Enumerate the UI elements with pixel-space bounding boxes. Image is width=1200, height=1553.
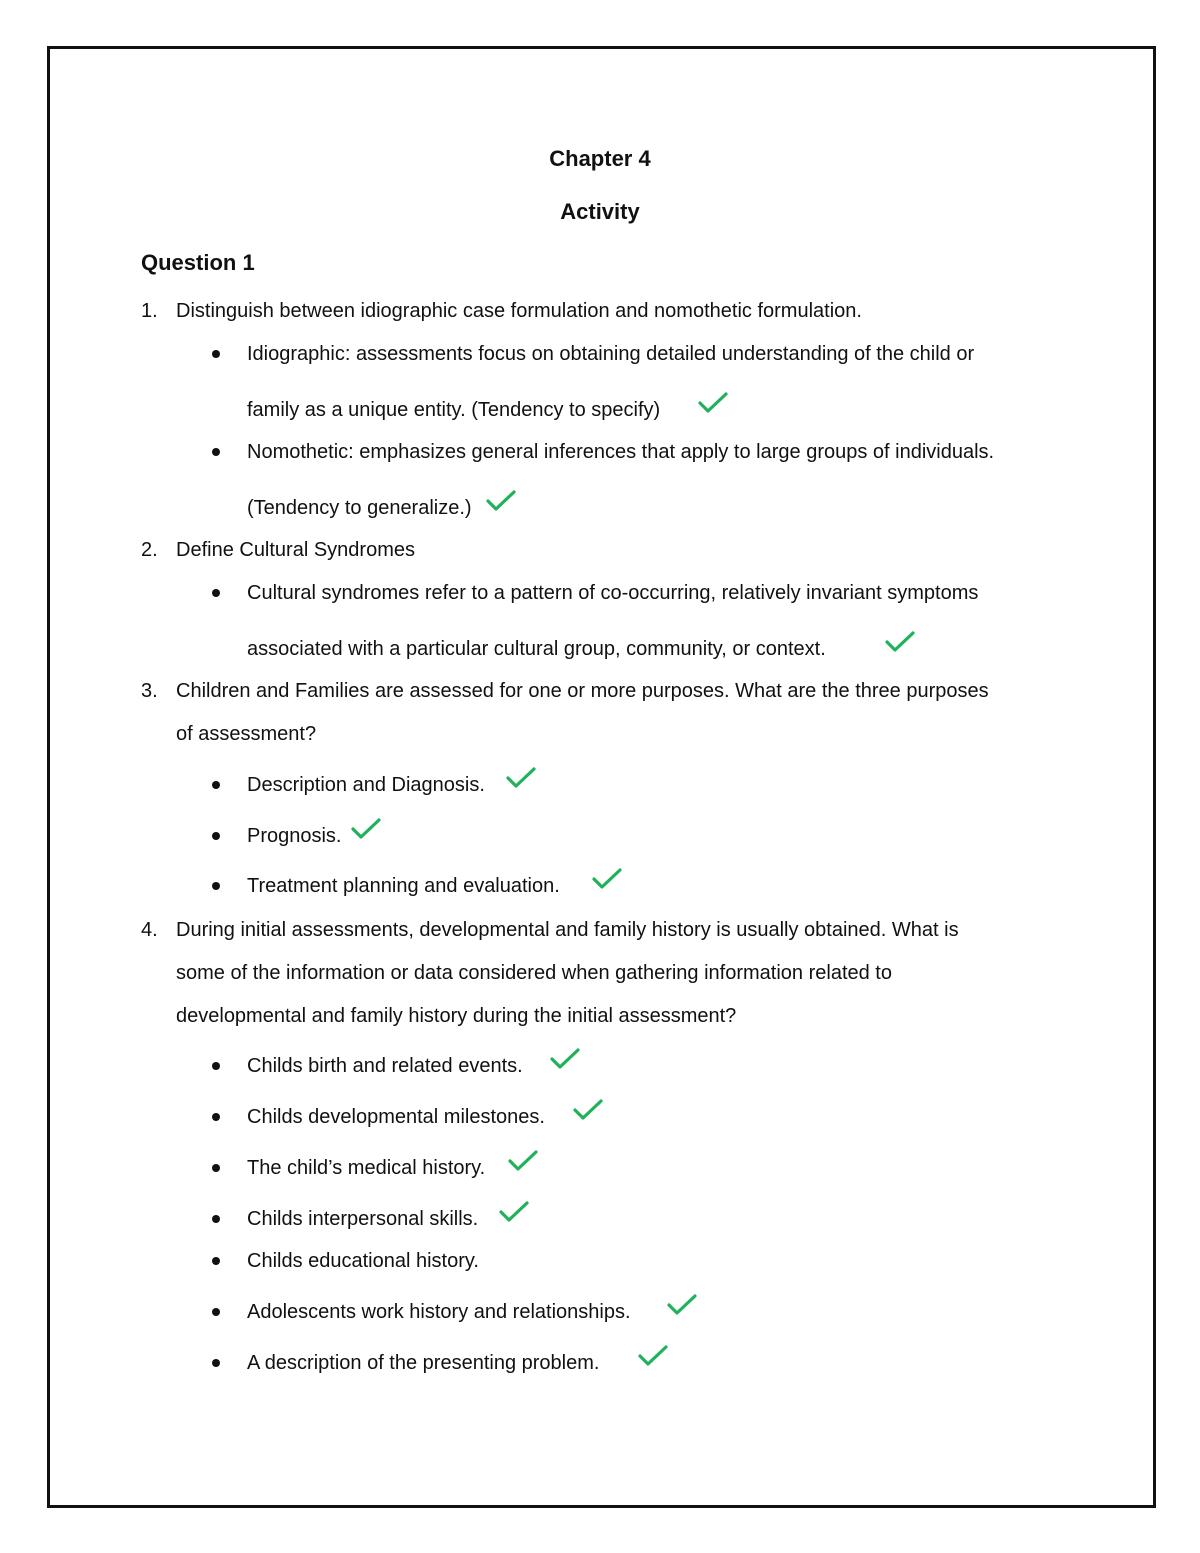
bullet-icon	[212, 1164, 220, 1172]
q4-text-line1: During initial assessments, developmental and family history is usually obtained. What is	[176, 919, 959, 941]
check-mark-icon	[572, 1097, 604, 1123]
q1-idiographic-line2: family as a unique entity. (Tendency to specify)	[247, 399, 661, 421]
q1-text: Distinguish between idiographic case formulation and nomothetic formulation.	[176, 300, 862, 322]
bullet-icon	[212, 1359, 220, 1367]
question-heading: Question 1	[141, 250, 255, 275]
q3-text-line1: Children and Families are assessed for one or more purposes. What are the three purposes	[176, 680, 989, 702]
bullet-icon	[212, 1113, 220, 1121]
q4-item: Adolescents work history and relationships.	[247, 1301, 631, 1323]
q3-item: Prognosis.	[247, 825, 342, 847]
q4-item: The child’s medical history.	[247, 1157, 486, 1179]
bullet-icon	[212, 1215, 220, 1223]
check-mark-icon	[505, 765, 537, 791]
q2-answer-line1: Cultural syndromes refer to a pattern of co-occurring, relatively invariant symptoms	[247, 582, 979, 604]
bullet-icon	[212, 1062, 220, 1070]
q4-item: Childs developmental milestones.	[247, 1106, 545, 1128]
check-mark-icon	[498, 1199, 530, 1225]
check-mark-icon	[637, 1343, 669, 1369]
bullet-icon	[212, 1308, 220, 1316]
bullet-icon	[212, 448, 220, 456]
q4-item: A description of the presenting problem.	[247, 1352, 600, 1374]
check-mark-icon	[884, 629, 916, 655]
bullet-icon	[212, 350, 220, 358]
q3-number: 3.	[141, 680, 158, 702]
check-mark-icon	[350, 816, 382, 842]
q4-text-line3: developmental and family history during the initial assessment?	[176, 1005, 737, 1027]
check-mark-icon	[697, 390, 729, 416]
check-mark-icon	[485, 488, 517, 514]
check-mark-icon	[591, 866, 623, 892]
bullet-icon	[212, 832, 220, 840]
bullet-icon	[212, 1257, 220, 1265]
q4-item: Childs birth and related events.	[247, 1055, 523, 1077]
q1-nomothetic-line1: Nomothetic: emphasizes general inferences that apply to large groups of individuals.	[247, 441, 995, 463]
bullet-icon	[212, 589, 220, 597]
check-mark-icon	[666, 1292, 698, 1318]
q1-idiographic-line1: Idiographic: assessments focus on obtaining detailed understanding of the child or	[247, 343, 975, 365]
q2-text: Define Cultural Syndromes	[176, 539, 415, 561]
bullet-icon	[212, 882, 220, 890]
q3-text-line2: of assessment?	[176, 723, 317, 745]
q4-text-line2: some of the information or data considered when gathering information related to	[176, 962, 892, 984]
q2-number: 2.	[141, 539, 158, 561]
q1-number: 1.	[141, 300, 158, 322]
bullet-icon	[212, 781, 220, 789]
q2-answer-line2: associated with a particular cultural group, community, or context.	[247, 638, 826, 660]
q4-item: Childs educational history.	[247, 1250, 479, 1272]
q3-item: Description and Diagnosis.	[247, 774, 485, 796]
activity-subtitle: Activity	[560, 199, 640, 224]
check-mark-icon	[549, 1046, 581, 1072]
q4-number: 4.	[141, 919, 158, 941]
q3-item: Treatment planning and evaluation.	[247, 875, 560, 897]
check-mark-icon	[507, 1148, 539, 1174]
chapter-title: Chapter 4	[549, 146, 651, 171]
q1-nomothetic-line2: (Tendency to generalize.)	[247, 497, 472, 519]
q4-item: Childs interpersonal skills.	[247, 1208, 479, 1230]
